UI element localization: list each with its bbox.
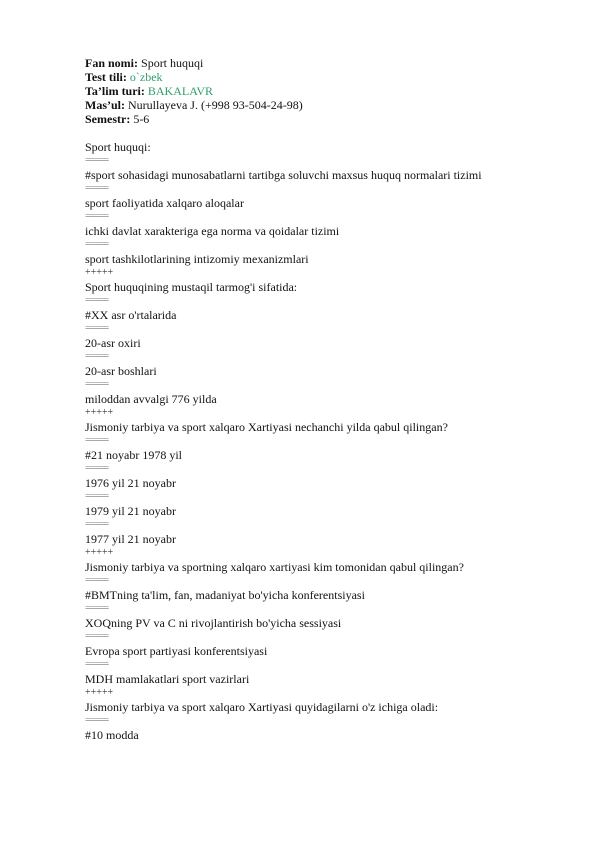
text-line: 20-asr boshlari xyxy=(85,364,157,378)
option-separator: ===== xyxy=(85,379,109,390)
option-separator: ===== xyxy=(85,211,109,222)
option-separator: ===== xyxy=(85,435,109,446)
correct-answer-line: #10 modda xyxy=(85,728,139,742)
option-separator: ===== xyxy=(85,239,109,250)
text-line: Sport huquqi: xyxy=(85,140,151,154)
text-line: XOQning PV va C ni rivojlantirish bo'yicha sessiyasi xyxy=(85,616,342,630)
header-spacer xyxy=(85,126,565,140)
semester-label: Semestr: xyxy=(85,112,131,126)
semester-value: 5-6 xyxy=(130,112,150,126)
text-line: sport tashkilotlarining intizomiy mexanizmlari xyxy=(85,252,309,266)
subject-label: Fan nomi: xyxy=(85,56,139,70)
semester-line xyxy=(85,112,565,126)
test-language-line xyxy=(85,70,565,84)
document-header xyxy=(85,56,565,126)
education-type-line xyxy=(85,84,565,98)
text-line: Sport huquqining mustaqil tarmog'i sifatida: xyxy=(85,280,298,294)
option-separator: ===== xyxy=(85,463,109,474)
test-language-label: Test tili: xyxy=(85,70,127,84)
question-separator: +++++ xyxy=(85,407,114,418)
text-line: Evropa sport partiyasi konferentsiyasi xyxy=(85,644,268,658)
text-line: 1976 yil 21 noyabr xyxy=(85,476,176,490)
text-line: miloddan avvalgi 776 yilda xyxy=(85,392,217,406)
option-separator: ===== xyxy=(85,351,109,362)
text-line: 1977 yil 21 noyabr xyxy=(85,532,176,546)
education-type-value: BAKALAVR xyxy=(144,84,214,98)
question-list xyxy=(85,140,565,742)
option-separator: ===== xyxy=(85,631,109,642)
text-line: sport faoliyatida xalqaro aloqalar xyxy=(85,196,244,210)
correct-answer-line: #21 noyabr 1978 yil xyxy=(85,448,182,462)
text-line: Jismoniy tarbiya va sport xalqaro Xartiyasi nechanchi yilda qabul qilingan? xyxy=(85,420,448,434)
subject-value: Sport huquqi xyxy=(138,56,204,70)
responsible-line xyxy=(85,98,565,112)
option-separator: ===== xyxy=(85,715,109,726)
option-separator: ===== xyxy=(85,603,109,614)
text-line: MDH mamlakatlari sport vazirlari xyxy=(85,672,250,686)
option-separator: ===== xyxy=(85,295,109,306)
text-line: Jismoniy tarbiya va sport xalqaro Xartiyasi quyidagilarni o'z ichiga oladi: xyxy=(85,700,439,714)
text-line: ichki davlat xarakteriga ega norma va qoidalar tizimi xyxy=(85,224,340,238)
option-separator: ===== xyxy=(85,491,109,502)
text-line: Jismoniy tarbiya va sportning xalqaro xartiyasi kim tomonidan qabul qilingan? xyxy=(85,560,464,574)
correct-answer-line: #BMTning ta'lim, fan, madaniyat bo'yicha konferentsiyasi xyxy=(85,588,365,602)
education-type-label: Ta’lim turi: xyxy=(85,84,145,98)
document-page xyxy=(85,56,565,742)
correct-answer-line: #XX asr o'rtalarida xyxy=(85,308,177,322)
option-separator: ===== xyxy=(85,155,109,166)
option-separator: ===== xyxy=(85,659,109,670)
text-line: 20-asr oxiri xyxy=(85,336,141,350)
responsible-label: Mas’ul: xyxy=(85,98,125,112)
test-language-value: o`zbek xyxy=(126,70,163,84)
option-separator: ===== xyxy=(85,575,109,586)
question-separator: +++++ xyxy=(85,687,114,698)
question-separator: +++++ xyxy=(85,267,114,278)
option-separator: ===== xyxy=(85,519,109,530)
subject-line xyxy=(85,56,565,70)
question-separator: +++++ xyxy=(85,547,114,558)
option-separator: ===== xyxy=(85,183,109,194)
option-separator: ===== xyxy=(85,323,109,334)
responsible-value: Nurullayeva J. (+998 93-504-24-98) xyxy=(125,98,303,112)
correct-answer-line: #sport sohasidagi munosabatlarni tartibga soluvchi maxsus huquq normalari tizimi xyxy=(85,168,482,182)
text-line: 1979 yil 21 noyabr xyxy=(85,504,176,518)
